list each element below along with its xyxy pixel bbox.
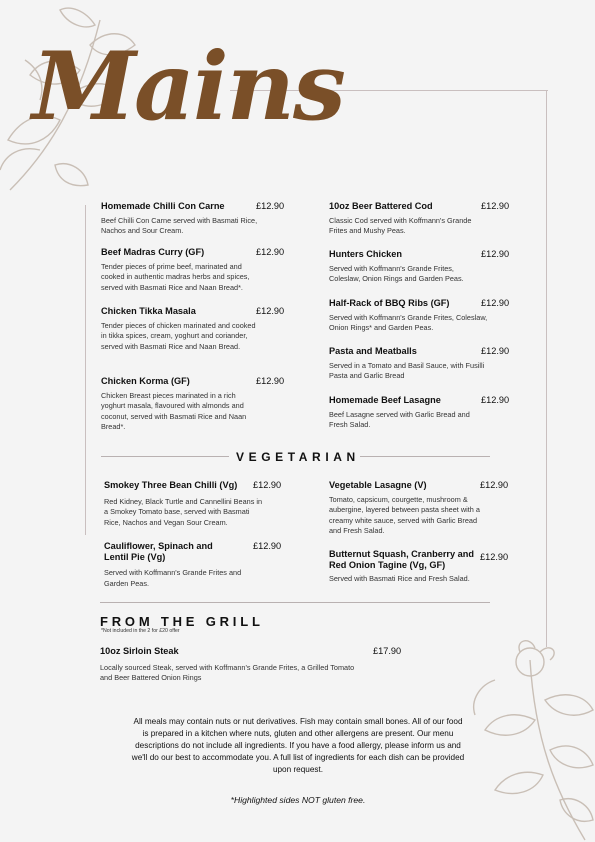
item-description: Red Kidney, Black Turtle and Cannellini Beans in a Smokey Tomato base, served with Basmati Rice, Nachos and Vegan Sour Cream. — [104, 496, 263, 527]
menu-item — [101, 247, 291, 293]
menu-item — [104, 480, 294, 528]
item-name: Butternut Squash, Cranberry and Red Onion Tagine (Vg, GF) — [329, 549, 474, 570]
item-name: Cauliflower, Spinach and Lentil Pie (Vg) — [104, 541, 213, 562]
item-name: 10oz Sirloin Steak — [100, 646, 179, 656]
section-divider — [360, 456, 490, 457]
vegetarian-heading: VEGETARIAN — [236, 450, 360, 464]
item-name: Smokey Three Bean Chilli (Vg) — [104, 480, 238, 490]
item-description: Served with Koffmann's Grande Frites, Coleslaw, Onion Rings* and Garden Peas. — [329, 312, 488, 333]
item-description: Served in a Tomato and Basil Sauce, with Fusilli Pasta and Garlic Bread — [329, 360, 485, 381]
item-description: Classic Cod served with Koffmann's Grande Frites and Mushy Peas. — [329, 215, 472, 236]
section-divider — [101, 456, 229, 457]
menu-item — [329, 395, 519, 431]
item-description: Beef Lasagne served with Garlic Bread and Fresh Salad. — [329, 409, 470, 430]
item-description: Locally sourced Steak, served with Koffmann's Grande Frites, a Grilled Tomato and Beer Battered Onion Rings — [100, 662, 355, 683]
item-description: Served with Koffmann's Grande Frites and Garden Peas. — [104, 568, 242, 588]
allergy-notice: All meals may contain nuts or nut derivatives. Fish may contain small bones. All of our food is prepared in a kitchen where nuts, gluten and other allergens are present. Our menu descriptions do not include all ingredients. If you have a food allergy, please inform us and we'll do our best to accommodate you. A full list of ingredients for each dish can be provided upon request. — [131, 717, 465, 774]
menu-item — [329, 346, 519, 382]
menu-item — [329, 549, 519, 585]
item-name: Beef Madras Curry (GF) — [101, 247, 205, 257]
grill-heading: FROM THE GRILL — [100, 614, 264, 629]
menu-item — [101, 201, 291, 237]
item-price: £12.90 — [256, 247, 285, 257]
grill-offer-note: *Not included in the 2 for £20 offer — [101, 628, 180, 634]
item-price: £12.90 — [480, 480, 509, 490]
page-title: Mains — [32, 32, 344, 142]
menu-item — [101, 376, 291, 433]
item-description: Beef Chilli Con Carne served with Basmati Rice, Nachos and Sour Cream. — [101, 215, 258, 236]
item-price: £12.90 — [481, 201, 510, 211]
item-name: Hunters Chicken — [329, 249, 403, 259]
menu-item — [100, 646, 420, 684]
item-price: £12.90 — [256, 201, 285, 211]
item-price: £12.90 — [256, 306, 285, 316]
menu-item — [329, 298, 519, 334]
item-price: £12.90 — [253, 480, 282, 490]
item-name: 10oz Beer Battered Cod — [329, 201, 433, 211]
item-price: £12.90 — [481, 395, 510, 405]
gluten-notice: *Highlighted sides NOT gluten free. — [230, 795, 366, 805]
item-price: £17.90 — [373, 646, 402, 656]
item-description: Chicken Breast pieces marinated in a rich yoghurt masala, flavoured with almonds and coconut, served with Basmati Rice and Naan Bread*. — [101, 390, 247, 432]
item-name: Vegetable Lasagne (V) — [329, 480, 427, 490]
item-price: £12.90 — [481, 249, 510, 259]
item-price: £12.90 — [256, 376, 285, 386]
frame-right-line — [546, 90, 547, 647]
menu-item — [329, 480, 519, 537]
item-price: £12.90 — [480, 552, 509, 562]
item-name: Half-Rack of BBQ Ribs (GF) — [329, 298, 450, 308]
item-name: Homemade Chilli Con Carne — [101, 201, 225, 211]
menu-item — [329, 201, 519, 237]
item-name: Homemade Beef Lasagne — [329, 395, 441, 405]
menu-item — [101, 306, 291, 352]
section-divider — [100, 602, 490, 603]
item-description: Tomato, capsicum, courgette, mushroom & aubergine, layered between pasta sheet with a creamy white sauce, served with Garlic Bread and Fresh Salad. — [329, 494, 480, 536]
item-description: Tender pieces of prime beef, marinated and cooked in authentic madras herbs and spices, served with Basmati Rice and Naan Bread*. — [101, 261, 250, 292]
menu-item — [329, 249, 519, 285]
item-description: Served with Basmati Rice and Fresh Salad. — [329, 574, 470, 584]
item-description: Tender pieces of chicken marinated and cooked in tikka spices, cream, yoghurt and coriander, served with Basmati Rice and Naan Bread. — [101, 320, 256, 351]
frame-left-line — [85, 205, 86, 535]
item-name: Pasta and Meatballs — [329, 346, 417, 356]
item-price: £12.90 — [253, 541, 282, 551]
menu-item — [104, 541, 294, 589]
item-name: Chicken Korma (GF) — [101, 376, 190, 386]
item-price: £12.90 — [481, 298, 510, 308]
item-name: Chicken Tikka Masala — [101, 306, 196, 316]
item-description: Served with Koffmann's Grande Frites, Coleslaw, Onion Rings and Garden Peas. — [329, 263, 464, 284]
item-price: £12.90 — [481, 346, 510, 356]
